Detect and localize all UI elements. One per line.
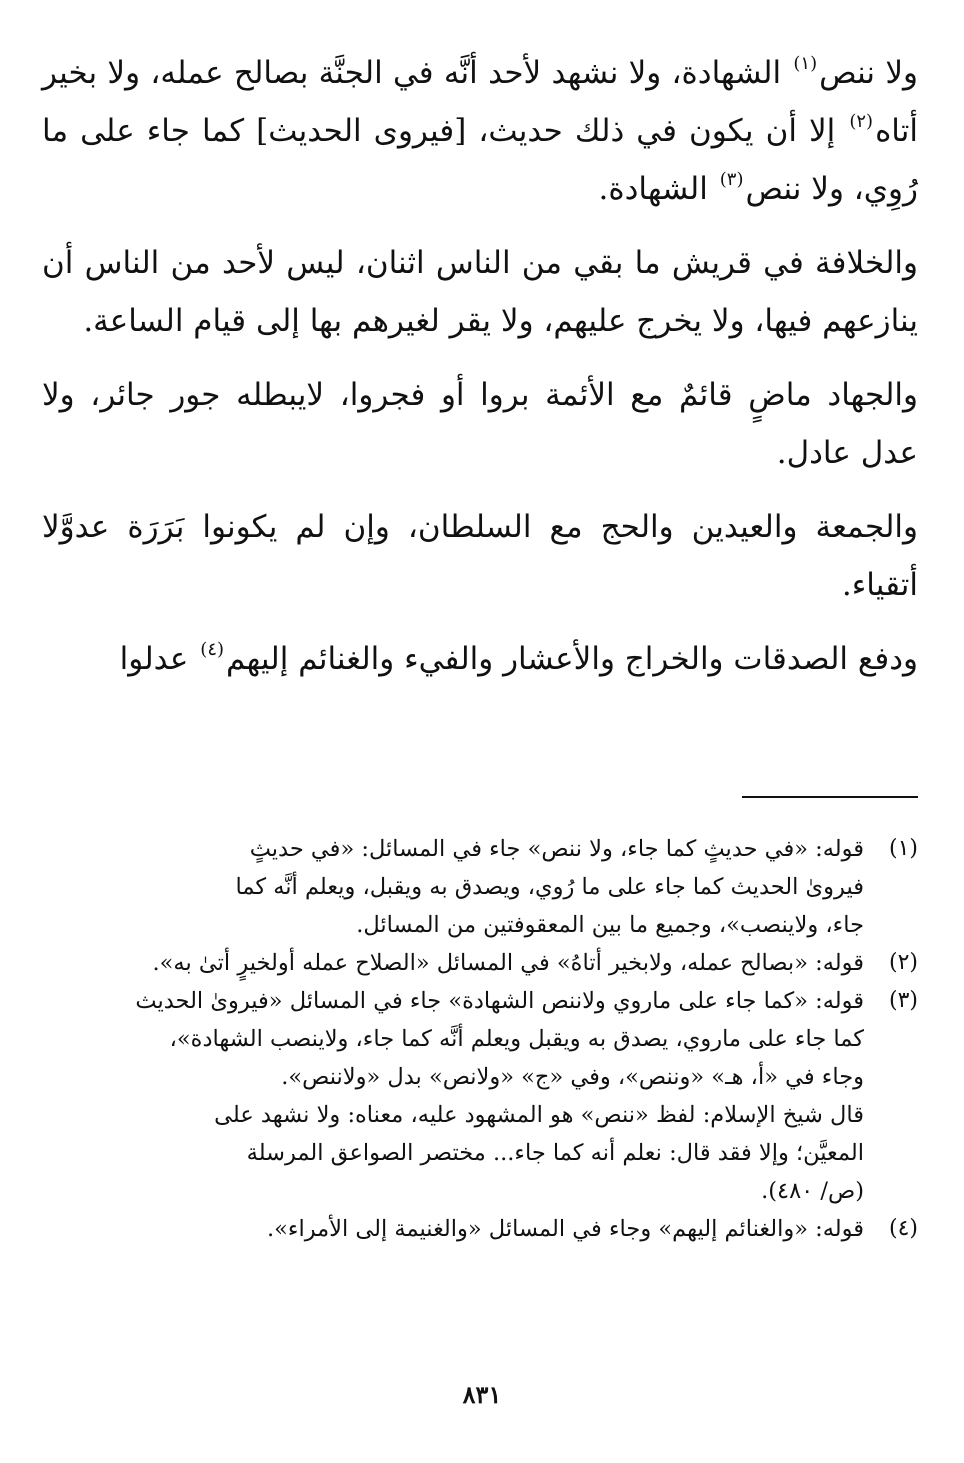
footnote-separator (742, 796, 918, 798)
main-text (42, 44, 918, 704)
footnote-text (42, 1210, 864, 1248)
footnote-text (42, 944, 864, 982)
footnote-line: قال شيخ الإسلام: لفظ «ننص» هو المشهود عليه، معناه: ولا نشهد على (214, 1102, 864, 1128)
page-number: ٨٣١ (462, 1380, 502, 1409)
paragraph-5-segment-a: ودفع الصدقات والخراج والأعشار والفيء والغنائم إليهم (226, 641, 918, 677)
footnote-ref-3: (٣) (719, 169, 744, 190)
footnote-line: قوله: «كما جاء على ماروي ولاننص الشهادة» جاء في المسائل «فيروىٰ الحديث (135, 988, 864, 1014)
footnote-ref-1: (١) (793, 53, 818, 74)
paragraph-3: والجهاد ماضٍ قائمٌ مع الأئمة بروا أو فجروا، لايبطله جور جائر، ولا عدل عادل. (42, 377, 918, 471)
footnote-1 (42, 830, 918, 944)
paragraph-5-segment-b: عدلوا (119, 641, 189, 677)
footnote-line: (ص/ ٤٨٠). (761, 1178, 864, 1204)
footnote-text (42, 830, 864, 944)
paragraph-1-segment-b: الشهادة، ولا نشهد لأحد أنَّه في الجنَّة بصالح عمله، ولا بخير أتاه (42, 55, 918, 149)
footnote-line: وجاء في «أ، هـ» «وننص»، وفي «ج» «ولانص» بدل «ولاننص». (281, 1064, 864, 1090)
footnotes (42, 830, 918, 1248)
footnote-line: المعيَّن؛ وإلا فقد قال: نعلم أنه كما جاء... مختصر الصواعق المرسلة (246, 1140, 864, 1166)
footnote-4 (42, 1210, 918, 1248)
footnote-ref-2: (٢) (849, 111, 874, 132)
footnote-number: (٣) (888, 988, 918, 1013)
footnote-ref-4: (٤) (200, 639, 225, 660)
paragraph-1 (42, 44, 918, 218)
footnote-line: فيروىٰ الحديث كما جاء على ما رُوي، ويصدق به ويقبل، ويعلم أنَّه كما (235, 874, 864, 900)
paragraph-4: والجمعة والعيدين والحج مع السلطان، وإن لم يكونوا بَرَرَة عدوَّلا أتقياء. (42, 509, 918, 603)
footnote-2 (42, 944, 918, 982)
paragraph-5 (42, 630, 918, 688)
footnote-line: جاء، ولاينصب»، وجميع ما بين المعقوفتين من المسائل. (356, 912, 864, 938)
paragraph-1-segment-a: ولا ننص (819, 55, 918, 91)
paragraph-1-segment-d: الشهادة. (598, 171, 708, 207)
footnote-number: (٢) (888, 950, 918, 975)
footnote-line: قوله: «في حديثٍ كما جاء، ولا ننص» جاء في المسائل: «في حديثٍ (249, 836, 864, 862)
paragraph-1-segment-c: إلا أن يكون في ذلك حديث، [فيروى الحديث] كما جاء على ما رُوِي، ولا ننص (42, 113, 918, 207)
footnote-number: (٤) (888, 1216, 918, 1241)
footnote-text (42, 982, 864, 1210)
footnote-line: قوله: «بصالح عمله، ولابخير أتاهُ» في المسائل «الصلاح عمله أولخيرٍ أتىٰ به». (152, 950, 864, 976)
footnote-number: (١) (888, 836, 918, 861)
footnote-3 (42, 982, 918, 1210)
paragraph-2: والخلافة في قريش ما بقي من الناس اثنان، ليس لأحد من الناس أن ينازعهم فيها، ولا يخرج عليهم، ولا يقر لغيرهم بها إلى قيام الساعة. (42, 245, 918, 339)
footnote-line: كما جاء على ماروي، يصدق به ويقبل ويعلم أنَّه كما جاء، ولاينصب الشهادة»، (169, 1026, 864, 1052)
footnote-line: قوله: «والغنائم إليهم» وجاء في المسائل «والغنيمة إلى الأمراء». (266, 1216, 864, 1242)
